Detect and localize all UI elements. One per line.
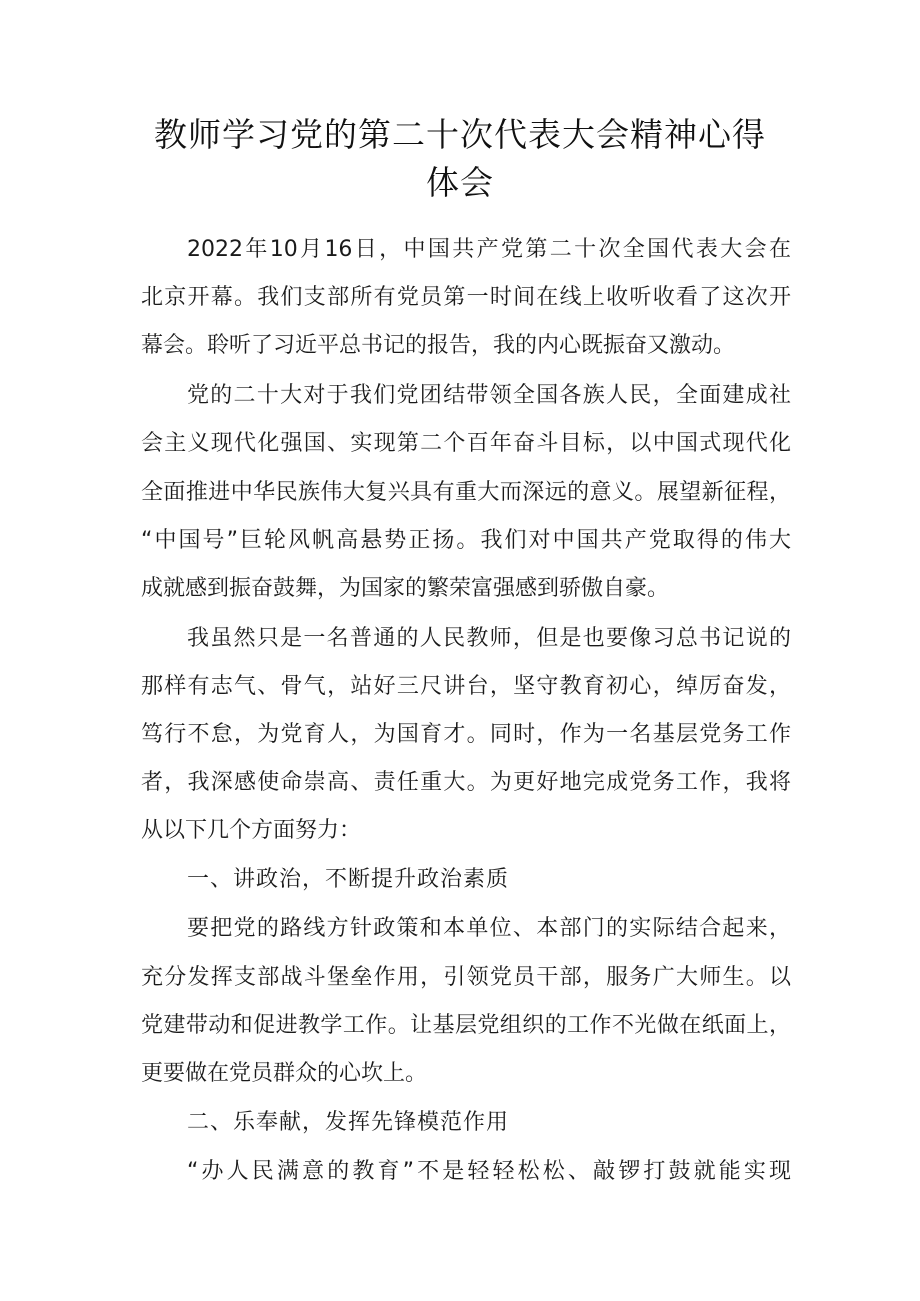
document-title-line-2: 体会 <box>426 163 494 202</box>
paragraph-2-line-1: 党的二十大对于我们党团结带领全国各族人民，全面建成社 <box>187 383 791 408</box>
paragraph-3-line-5: 从以下几个方面努力： <box>141 818 362 843</box>
paragraph-3-line-1: 我虽然只是一名普通的人民教师，但是也要像习总书记说的 <box>187 626 791 651</box>
paragraph-2-line-5: 成就感到振奋鼓舞，为国家的繁荣富强感到骄傲自豪。 <box>141 576 670 601</box>
section-heading-2: 二、乐奉献，发挥先锋模范作用 <box>187 1110 510 1135</box>
paragraph-1-line-3: 幕会。聆听了习近平总书记的报告，我的内心既振奋又激动。 <box>141 333 736 358</box>
paragraph-3-line-3: 笃行不怠，为党育人，为国育才。同时，作为一名基层党务工作 <box>141 722 791 747</box>
paragraph-2-line-3: 全面推进中华民族伟大复兴具有重大而深远的意义。展望新征程， <box>141 480 791 505</box>
paragraph-1-line-1: 2022年10月16日，中国共产党第二十次全国代表大会在 <box>187 237 791 262</box>
paragraph-4-line-3: 党建带动和促进教学工作。让基层党组织的工作不光做在纸面上， <box>141 1013 791 1038</box>
document-title-line-1: 教师学习党的第二十次代表大会精神心得 <box>154 115 766 154</box>
paragraph-4-line-2: 充分发挥支部战斗堡垒作用，引领党员干部，服务广大师生。以 <box>141 965 791 990</box>
paragraph-3-line-4: 者，我深感使命崇高、责任重大。为更好地完成党务工作，我将 <box>141 770 791 795</box>
paragraph-2-line-2: 会主义现代化强国、实现第二个百年奋斗目标，以中国式现代化 <box>141 431 791 456</box>
paragraph-1-line-2: 北京开幕。我们支部所有党员第一时间在线上收听收看了这次开 <box>141 285 791 310</box>
paragraph-5-line-1: “办人民满意的教育”不是轻轻松松、敲锣打鼓就能实现 <box>187 1159 791 1184</box>
paragraph-2-line-4: “中国号”巨轮风帆高悬势正扬。我们对中国共产党取得的伟大 <box>141 528 791 553</box>
section-heading-1: 一、讲政治，不断提升政治素质 <box>187 867 510 892</box>
paragraph-4-line-1: 要把党的路线方针政策和本单位、本部门的实际结合起来， <box>187 916 791 941</box>
paragraph-4-line-4: 更要做在党员群众的心坎上。 <box>141 1061 428 1086</box>
paragraph-3-line-2: 那样有志气、骨气，站好三尺讲台，坚守教育初心，绰厉奋发， <box>141 674 791 699</box>
